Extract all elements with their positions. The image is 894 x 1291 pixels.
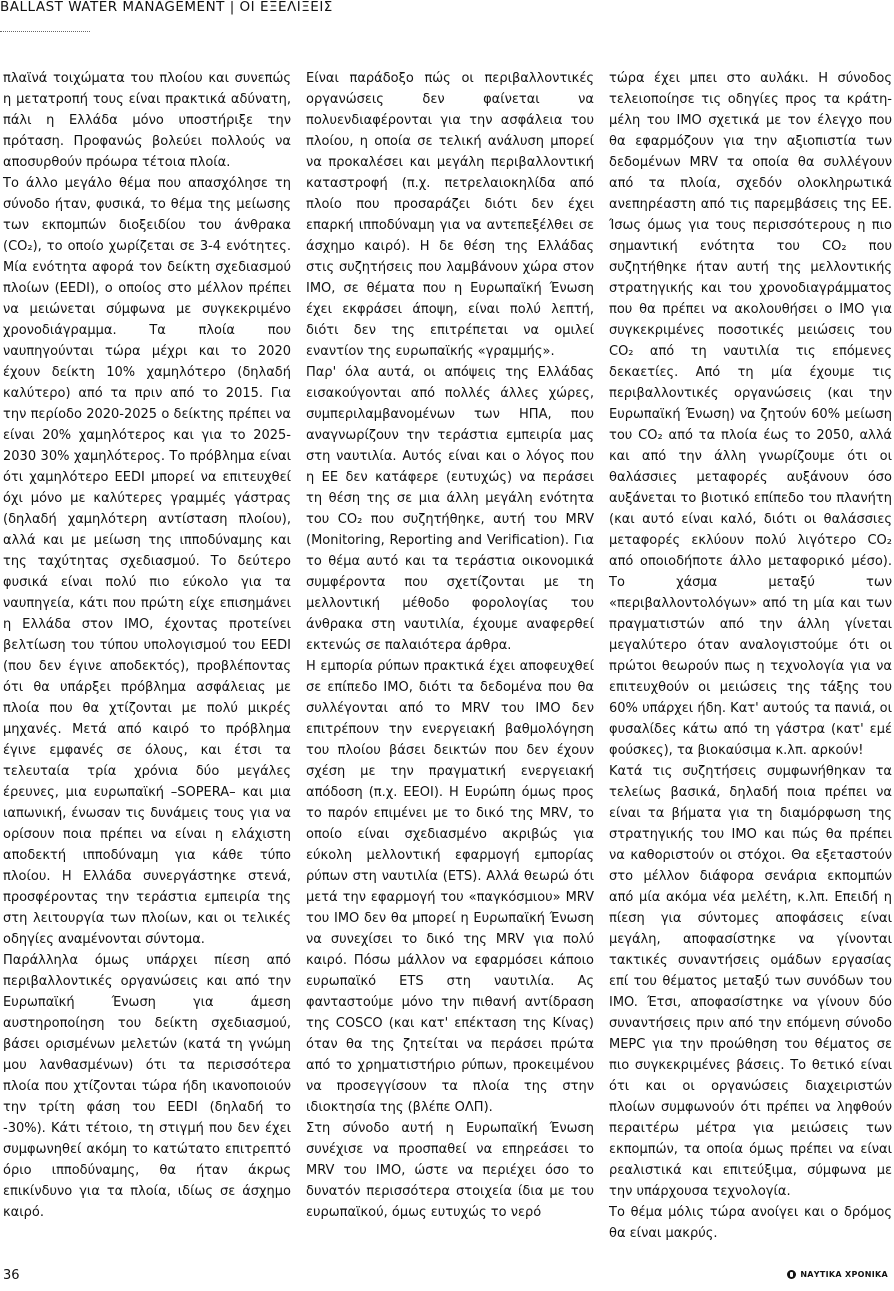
paragraph: Στη σύνοδο αυτή η Ευρωπαϊκή Ένωση συνέχισε να προσπαθεί να επηρεάσει το MRV του IMO, ώστε να περιέχει όσο το δυνατόν περισσότερα στοιχεία ίδια με του ευρωπαϊκού, όμως ευτυχώς το νερό	[306, 1121, 594, 1220]
publication-logo	[787, 1270, 888, 1279]
paragraph: Παράλληλα όμως υπάρχει πίεση από περιβαλλοντικές οργανώσεις και από την Ευρωπαϊκή Ένωση για άμεση αυστηροποίηση του δείκτη σχεδιασμού, βάσει ορισμένων μελετών (κατά τη γνώμη μου λανθασμένων) ότι τα περισσότερα πλοία που χτίζονται τώρα ήδη ικανοποιούν την τρίτη φάση του EEDI (δηλαδή το -30%). Κάτι τέτοιο, τη στιγμή που δεν έχει συμφωνηθεί ακόμη το κατώτατο επιτρεπτό όριο ιπποδύναμης, θα ήταν άκρως επικίνδυνο για τα πλοία, ιδίως σε άσχημο καιρό.	[3, 953, 291, 1220]
page-number: 36	[3, 1268, 20, 1283]
publication-name: ΝΑΥΤΙΚΑ ΧΡΟΝΙΚΑ	[800, 1270, 888, 1279]
column-1	[3, 68, 291, 1223]
paragraph: Κατά τις συζητήσεις συμφωνήθηκαν τα τελείως βασικά, δηλαδή ποια πρέπει να είναι τα βήματα για τη διαμόρφωση της στρατηγικής του IMO και πώς θα πρέπει να καθοριστούν οι στόχοι. Θα εξεταστούν στο μέλλον διάφορα σενάρια εκπομπών από μία ακόμα νέα μελέτη, κ.λπ. Επειδή η πίεση για σύντομες αποφάσεις είναι μεγάλη, αποφασίστηκε να γίνονται τακτικές συναντήσεις ομάδων εργασίας επί του θέματος μεταξύ των συνόδων του IMO. Έτσι, αποφασίστηκε να γίνουν δύο συναντήσεις πριν από την επόμενη σύνοδο MEPC για την προώθηση του θέματος σε πιο συγκεκριμένες βάσεις. Το θετικό είναι ότι και οι οργανώσεις διαχειριστών πλοίων συμφωνούν ότι πρέπει να ληφθούν περαιτέρω μέτρα για μειώσεις των εκπομπών, τα οποία όμως πρέπει να είναι ρεαλιστικά και επιτεύξιμα, σύμφωνα με την υπάρχουσα τεχνολογία.	[609, 764, 892, 1199]
header-rule	[0, 31, 90, 32]
running-header: BALLAST WATER MANAGEMENT | ΟΙ ΕΞΕΛΙΞΕΙΣ	[0, 0, 333, 15]
paragraph: Η εμπορία ρύπων πρακτικά έχει αποφευχθεί σε επίπεδο IMO, διότι τα δεδομένα που θα συλλέγονται από το MRV του IMO δεν επιτρέπουν την ενεργειακή βαθμολόγηση του πλοίου βάσει δεικτών που δεν έχουν σχέση με την πραγματική ενεργειακή απόδοση (π.χ. EEOI). Η Ευρώπη όμως προς το παρόν επιμένει με το δικό της MRV, το οποίο είναι σχεδιασμένο ακριβώς για εύκολη μελλοντική εφαρμογή εμπορίας ρύπων στη ναυτιλία (ETS). Αλλά θεωρώ ότι μετά την εφαρμογή του «παγκόσμιου» MRV του IMO δεν θα μπορεί η Ευρωπαϊκή Ένωση να συνεχίσει το δικό της MRV για πολύ καιρό. Πόσω μάλλον να εφαρμόσει κάποιο ευρωπαϊκό ETS στη ναυτιλία. Ας φανταστούμε μόνο την πιθανή αντίδραση της COSCO (και κατ' επέκταση της Κίνας) όταν θα της ζητείται να περάσει πρώτα από το χρηματιστήριο ρύπων, προκειμένου να προσεγγίσουν τα πλοία της στην ιδιοκτησία της (βλέπε ΟΛΠ).	[306, 659, 594, 1115]
column-3	[609, 68, 892, 1244]
column-2	[306, 68, 594, 1223]
paragraph: Παρ' όλα αυτά, οι απόψεις της Ελλάδας εισακούγονται από πολλές άλλες χώρες, συμπεριλαμβανομένων των ΗΠΑ, που αναγνωρίζουν την τεράστια εμπειρία μας στη ναυτιλία. Αυτός είναι και ο λόγος που η ΕΕ δεν κατάφερε (ευτυχώς) να περάσει τη θέση της σε μια άλλη μεγάλη ενότητα του CO₂ που συζητήθηκε, αυτή του MRV (Monitoring, Reporting and Verification). Για το θέμα αυτό και τα τεράστια οικονομικά συμφέροντα που σχετίζονται με τη μελλοντική μέθοδο φορολογίας του άνθρακα στη ναυτιλία, έχουμε αναφερθεί εκτενώς σε παλαιότερα άρθρα.	[306, 365, 594, 653]
paragraph: Το θέμα μόλις τώρα ανοίγει και ο δρόμος θα είναι μακρύς.	[609, 1205, 892, 1241]
paragraph: Είναι παράδοξο πώς οι περιβαλλοντικές οργανώσεις δεν φαίνεται να πολυενδιαφέρονται για την ασφάλεια του πλοίου, η οποία σε τελική ανάλυση μπορεί να προκαλέσει και μεγάλη περιβαλλοντική καταστροφή (π.χ. πετρελαιοκηλίδα από πλοίο που προσαράζει διότι δεν έχει επαρκή ιπποδύναμη για να αντεπεξέλθει σε άσχημο καιρό). Η δε θέση της Ελλάδας στις συζητήσεις που λαμβάνουν χώρα στον IMO, σε θέματα που η Ευρωπαϊκή Ένωση έχει εκφράσει άποψη, είναι πολύ λεπτή, διότι δεν της επιτρέπεται να ομιλεί εναντίον της ευρωπαϊκής «γραμμής».	[306, 71, 594, 359]
publication-logo-icon	[787, 1270, 796, 1279]
paragraph: πλαϊνά τοιχώματα του πλοίου και συνεπώς η μετατροπή τους είναι πρακτικά αδύνατη, πάλι η Ελλάδα μόνο υποστήριξε την πρόταση. Προφανώς βολεύει πολλούς να αποσυρθούν πρόωρα τέτοια πλοία.	[3, 71, 291, 170]
paragraph: τώρα έχει μπει στο αυλάκι. Η σύνοδος τελειοποίησε τις οδηγίες προς τα κράτη-μέλη του IMO σχετικά με τον έλεγχο που θα εφαρμόζουν για την αξιοπιστία των δεδομένων MRV τα οποία θα συλλέγουν από τα πλοία, σχεδόν ολοκληρωτικά ανεπηρέαστη από τις παρεμβάσεις της ΕΕ. Ίσως όμως για τους περισσότερους η πιο σημαντική ενότητα του CO₂ που συζητήθηκε ήταν αυτή της μελλοντικής στρατηγικής και του χρονοδιαγράμματος που θα πρέπει να ακολουθήσει ο IMO για συγκεκριμένες ποσοτικές μειώσεις του CO₂ από τη ναυτιλία τις επόμενες δεκαετίες. Από τη μία έχουμε τις περιβαλλοντικές οργανώσεις (και την Ευρωπαϊκή Ένωση) να ζητούν 60% μείωση του CO₂ από τα πλοία έως το 2050, αλλά και από την άλλη γνωρίζουμε ότι οι θαλάσσιες μεταφορές αυξάνουν όσο αυξάνεται το βιοτικό επίπεδο του πλανήτη (και αυτό είναι καλό, διότι οι θαλάσσιες μεταφορές εκλύουν πολύ λιγότερο CO₂ από οποιοδήποτε άλλο μεταφορικό μέσο). Το χάσμα μεταξύ των «περιβαλλοντολόγων» από τη μία και των πραγματιστών από την άλλη γίνεται μεγαλύτερο όταν αναλογιστούμε ότι οι πρώτοι θεωρούν πως η τεχνολογία για να επιτευχθούν οι μειώσεις της τάξης του 60% υπάρχει ήδη. Κατ' αυτούς τα πανιά, οι φυσαλίδες κάτω από τη γάστρα (κατ' εμέ φούσκες), τα βιοκαύσιμα κ.λπ. αρκούν!	[609, 71, 892, 758]
paragraph: Το άλλο μεγάλο θέμα που απασχόλησε τη σύνοδο ήταν, φυσικά, το θέμα της μείωσης των εκπομπών διοξειδίου του άνθρακα (CO₂), το οποίο χωρίζεται σε 3-4 ενότητες. Μία ενότητα αφορά τον δείκτη σχεδιασμού πλοίων (EEDI), ο οποίος στο μέλλον πρέπει να μειώνεται σύμφωνα με συγκεκριμένο χρονοδιάγραμμα. Τα πλοία που ναυπηγούνται τώρα μέχρι και το 2020 έχουν δείκτη 10% χαμηλότερο (δηλαδή καλύτερο) από τα πριν από το 2015. Για την περίοδο 2020-2025 ο δείκτης πρέπει να είναι 20% χαμηλότερος και για το 2025-2030 30% χαμηλότερος. Το πρόβλημα είναι ότι χαμηλότερο EEDI μπορεί να επιτευχθεί όχι μόνο με καλύτερες γραμμές γάστρας (δηλαδή χαμηλότερη αντίσταση πλοίου), αλλά και με μείωση της ιπποδύναμης και της ταχύτητας σχεδιασμού. Το δεύτερο φυσικά είναι πολύ πιο εύκολο για τα ναυπηγεία, κάτι που πρώτη είχε επισημάνει η Ελλάδα στον IMO, έχοντας προτείνει βελτίωση του τύπου υπολογισμού του EEDI (που δεν έγινε αποδεκτός), προβλέποντας ότι θα υπάρξει πρόβλημα ασφάλειας με πλοία που θα χτίζονται με πολύ μικρές μηχανές. Μετά από καιρό το πρόβλημα έγινε εμφανές σε όλους, και έτσι τα τελευταία τρία χρόνια δύο μεγάλες έρευνες, μια ευρωπαϊκή –SOPERA– και μια ιαπωνική, ένωσαν τις δυνάμεις τους για να ορίσουν ποια πρέπει να είναι η ελάχιστη αποδεκτή ιπποδύναμη για κάθε τύπο πλοίου. Η Ελλάδα συνεργάστηκε στενά, προσφέροντας την τεράστια εμπειρία της στη λειτουργία των πλοίων, και οι τελικές οδηγίες αναμένονται σύντομα.	[3, 176, 291, 947]
